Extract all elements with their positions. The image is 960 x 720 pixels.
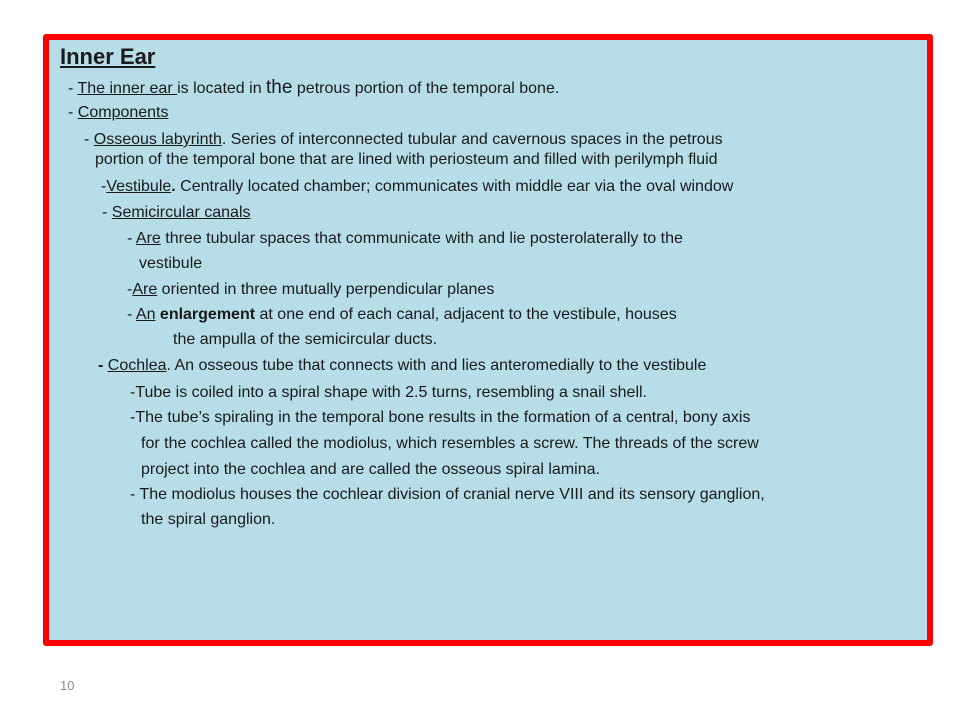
dot: . (171, 178, 176, 195)
line-tube-coiled: -Tube is coiled into a spiral shape with 2.5 turns, resembling a snail shell. (130, 384, 647, 401)
term-are: Are (135, 230, 161, 247)
text: petrous portion of the temporal bone. (292, 80, 560, 97)
text: at one end of each canal, adjacent to the vestibule, houses (255, 306, 677, 323)
dash: - (98, 357, 108, 374)
line-modiolus-houses: - The modiolus houses the cochlear division of cranial nerve VIII and its sensory ganglion, (130, 486, 765, 503)
line-spiral-lamina: project into the cochlea and are called the osseous spiral lamina. (141, 461, 600, 478)
dash: - (84, 131, 94, 148)
term-components: Components (77, 104, 169, 121)
line-osseous-labyrinth (84, 130, 723, 150)
term-are: Are (132, 281, 158, 298)
content-box (43, 34, 933, 646)
page-number: 10 (60, 678, 75, 693)
line-enlargement (127, 305, 677, 325)
line-cochlea (98, 356, 706, 376)
line-vestibule (101, 177, 733, 197)
dash: - (101, 178, 107, 195)
text: Centrally located chamber; communicates with middle ear via the oval window (175, 178, 734, 195)
dash: - (127, 281, 133, 298)
line-inner-ear-location (68, 78, 559, 99)
term-osseous-labyrinth: Osseous labyrinth (93, 131, 222, 148)
term-semicircular-canals: Semicircular canals (111, 204, 251, 221)
dash: - (68, 80, 78, 97)
term-vestibule: Vestibule (106, 178, 172, 195)
line-ampulla: the ampulla of the semicircular ducts. (173, 331, 438, 348)
term-an: An (135, 306, 156, 323)
dash: - (68, 104, 78, 121)
line-canals-are (127, 229, 683, 249)
dash: - (102, 204, 112, 221)
text: . An osseous tube that connects with and lies anteromedially to the vestibule (166, 357, 707, 374)
line-spiral-ganglion: the spiral ganglion. (141, 511, 276, 528)
line-components (68, 103, 169, 123)
line-canals-oriented (127, 280, 494, 300)
text-the: the (266, 77, 293, 98)
dash: - (127, 230, 136, 247)
term-inner-ear: The inner ear (77, 80, 178, 97)
text: oriented in three mutually perpendicular planes (157, 281, 495, 298)
line-osseous-labyrinth-cont: portion of the temporal bone that are lined with periosteum and filled with perilymph fluid (95, 151, 718, 168)
term-cochlea: Cochlea (107, 357, 167, 374)
line-modiolus-screw: for the cochlea called the modiolus, which resembles a screw. The threads of the screw (141, 435, 759, 452)
dash: - (127, 306, 136, 323)
slide-title: Inner Ear (60, 44, 156, 69)
line-tube-spiraling: -The tube’s spiraling in the temporal bone results in the formation of a central, bony axis (130, 409, 751, 426)
text: three tubular spaces that communicate with and lie posterolaterally to the (160, 230, 683, 247)
line-vestibule-cont: vestibule (139, 255, 203, 272)
line-semicircular-canals (102, 203, 251, 223)
text: . Series of interconnected tubular and cavernous spaces in the petrous (221, 131, 723, 148)
bold-enlargement: enlargement (155, 306, 256, 323)
text: is located in (177, 80, 267, 97)
